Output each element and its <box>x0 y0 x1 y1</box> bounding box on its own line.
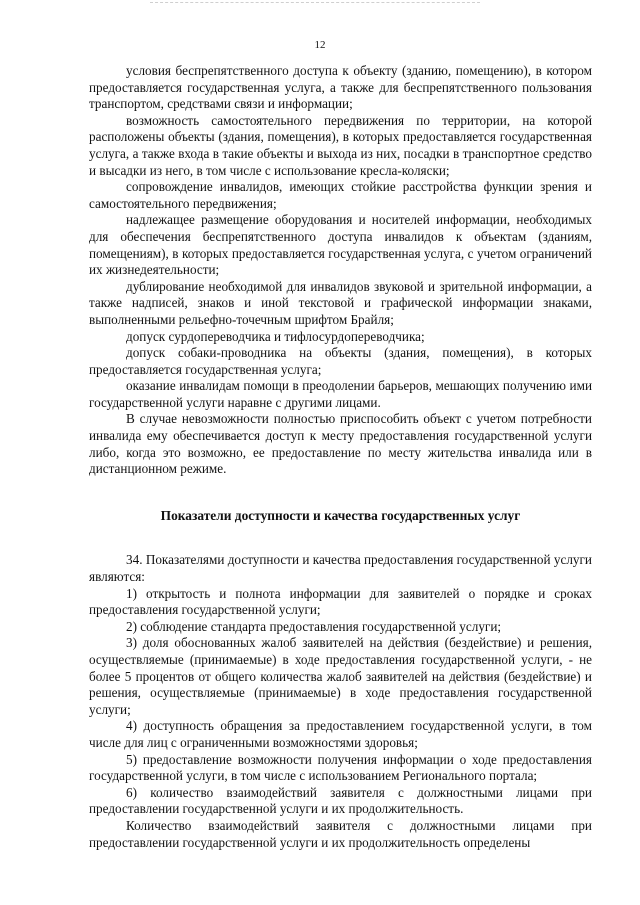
paragraph: 5) предоставление возможности получения информации о ходе предоставления государственной услуги, в том числе с использованием Регионального портала; <box>89 751 592 784</box>
scan-edge-line <box>150 2 480 3</box>
paragraph: 6) количество взаимодействий заявителя с должностными лицами при предоставлении государственной услуги и их продолжительность. <box>89 784 592 817</box>
paragraph: оказание инвалидам помощи в преодолении барьеров, мешающих получению ими государственной услуги наравне с другими лицами. <box>89 378 592 410</box>
paragraph: допуск сурдопереводчика и тифлосурдопереводчика; <box>126 328 425 344</box>
paragraph: 3) доля обоснованных жалоб заявителей на действия (бездействие) и решения, осуществляемые (принимаемые) в ходе предоставления государственной услуги, - не более 5 процентов от общего количества жалоб заявителей на действия (бездействие) и решения, осуществляемые (принимаемые) в ходе предоставления государственной услуги; <box>89 635 592 717</box>
paragraph: В случае невозможности полностью приспособить объект с учетом потребности инвалида ему обеспечивается доступ к месту предоставления государственной услуги либо, когда это возможно, ее предоставление по месту жительства инвалида или в дистанционном режиме. <box>89 411 592 477</box>
paragraph: допуск собаки-проводника на объекты (здания, помещения), в которых предоставляется государственная услуга; <box>89 345 592 377</box>
page-number: 12 <box>314 39 326 51</box>
document-body <box>89 63 592 851</box>
paragraphs-after <box>89 552 592 851</box>
paragraph: 4) доступность обращения за предоставлением государственной услуги, в том числе для лиц с ограниченными возможностями здоровья; <box>89 718 592 750</box>
paragraph: возможность самостоятельного передвижения по территории, на которой расположены объекты (здания, помещения), в которых предоставляется государственная услуга, а также входа в такие объекты и выхода из них, посадки в транспортное средство и высадки из него, в том числе с использование кресла-коляски; <box>89 112 592 178</box>
paragraph: 34. Показателями доступности и качества предоставления государственной услуги являются: <box>89 552 592 585</box>
paragraph: сопровождение инвалидов, имеющих стойкие расстройства функции зрения и самостоятельного передвижения; <box>89 179 592 211</box>
paragraphs-before <box>89 63 592 478</box>
paragraph: условия беспрепятственного доступа к объекту (зданию, помещению), в котором предоставляется государственная услуга, а также для беспрепятственного пользования транспортом, средствами связи и информации; <box>89 63 592 112</box>
paragraph: 2) соблюдение стандарта предоставления государственной услуги; <box>126 618 502 634</box>
paragraph: дублирование необходимой для инвалидов звуковой и зрительной информации, а также надписей, знаков и иной текстовой и графической информации знаками, выполненными рельефно-точечным шрифтом Брайля; <box>89 278 592 327</box>
section-heading: Показатели доступности и качества государственных услуг <box>160 507 521 523</box>
paragraph: Количество взаимодействий заявителя с должностными лицами при предоставлении государственной услуги и их продолжительность определены <box>89 817 592 850</box>
paragraph: надлежащее размещение оборудования и носителей информации, необходимых для обеспечения беспрепятственного доступа инвалидов к объектам (зданиям, помещениям), в которых предоставляется государственная услуга, с учетом ограничений их жизнедеятельности; <box>89 212 592 278</box>
paragraph: 1) открытость и полнота информации для заявителей о порядке и сроках предоставления государственной услуги; <box>89 585 592 618</box>
